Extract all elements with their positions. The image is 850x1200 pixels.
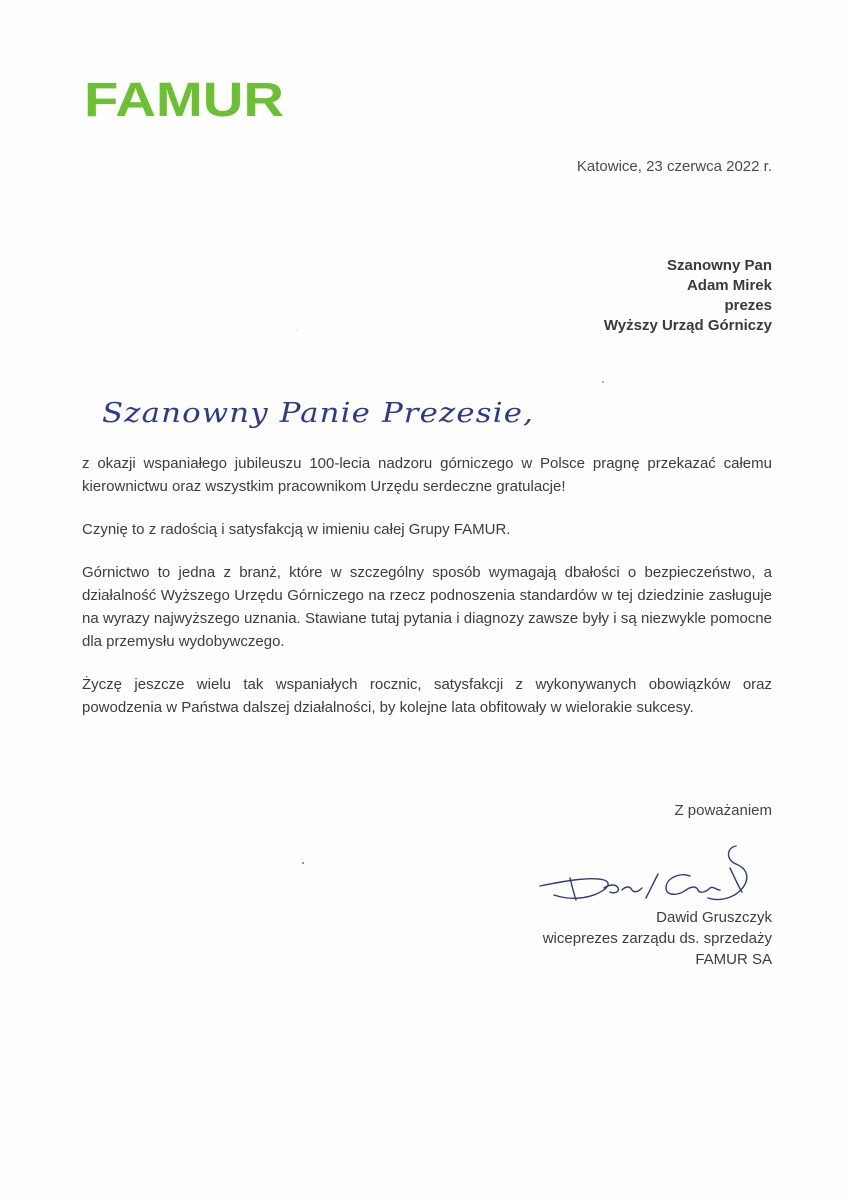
paragraph-4: Życzę jeszcze wielu tak wspaniałych rocznic, satysfakcji z wykonywanych obowiązków oraz powodzenia w Państwa dalszej działalności, by kolejne lata obfitowały w wielorakie sukcesy. <box>82 676 772 716</box>
signer-name: Dawid Gruszczyk <box>656 909 772 926</box>
signer-title: wiceprezes zarządu ds. sprzedaży <box>542 930 772 947</box>
letter-body <box>82 452 772 739</box>
handwritten-salutation <box>100 386 560 446</box>
closing-phrase: Z poważaniem <box>674 802 772 819</box>
addressee-position: prezes <box>724 297 772 314</box>
addressee-salutation: Szanowny Pan <box>666 257 772 274</box>
logo-text: FAMUR <box>84 74 284 124</box>
addressee-institution: Wyższy Urząd Górniczy <box>603 317 772 334</box>
famur-logo <box>84 72 286 124</box>
handwritten-signature <box>530 842 760 912</box>
place-date: Katowice, 23 czerwca 2022 r. <box>576 158 772 175</box>
paper-speck <box>302 862 304 864</box>
addressee-name: Adam Mirek <box>686 277 772 294</box>
paragraph-1: z okazji wspaniałego jubileuszu 100-lecia nadzoru górniczego w Polsce pragnę przekazać całemu kierownictwu oraz wszystkim pracownikom Urzędu serdeczne gratulacje! <box>82 455 772 495</box>
salutation-handwriting <box>100 386 560 446</box>
signature-strokes <box>530 842 760 912</box>
paragraph-2: Czynię to z radością i satysfakcją w imieniu całej Grupy FAMUR. <box>82 521 511 538</box>
paper-speck <box>602 381 604 383</box>
signer-block <box>543 907 772 970</box>
famur-logo-graphic <box>84 72 286 124</box>
signer-company: FAMUR SA <box>695 951 772 968</box>
salutation-text: Szanowny Panie Prezesie, <box>102 398 534 429</box>
paragraph-3: Górnictwo to jedna z branż, które w szczególny sposób wymagają dbałości o bezpieczeństwo, a działalność Wyższego Urzędu Górniczego na rzecz podnoszenia standardów w tej dziedzinie zasługuje na wyrazy najwyższego uznania. Stawiane tutaj pytania i diagnozy zawsze były i są niezwykle pomocne dla przemysłu wydobywczego. <box>82 564 772 650</box>
paper-speck <box>296 330 297 331</box>
addressee-block <box>604 256 772 336</box>
